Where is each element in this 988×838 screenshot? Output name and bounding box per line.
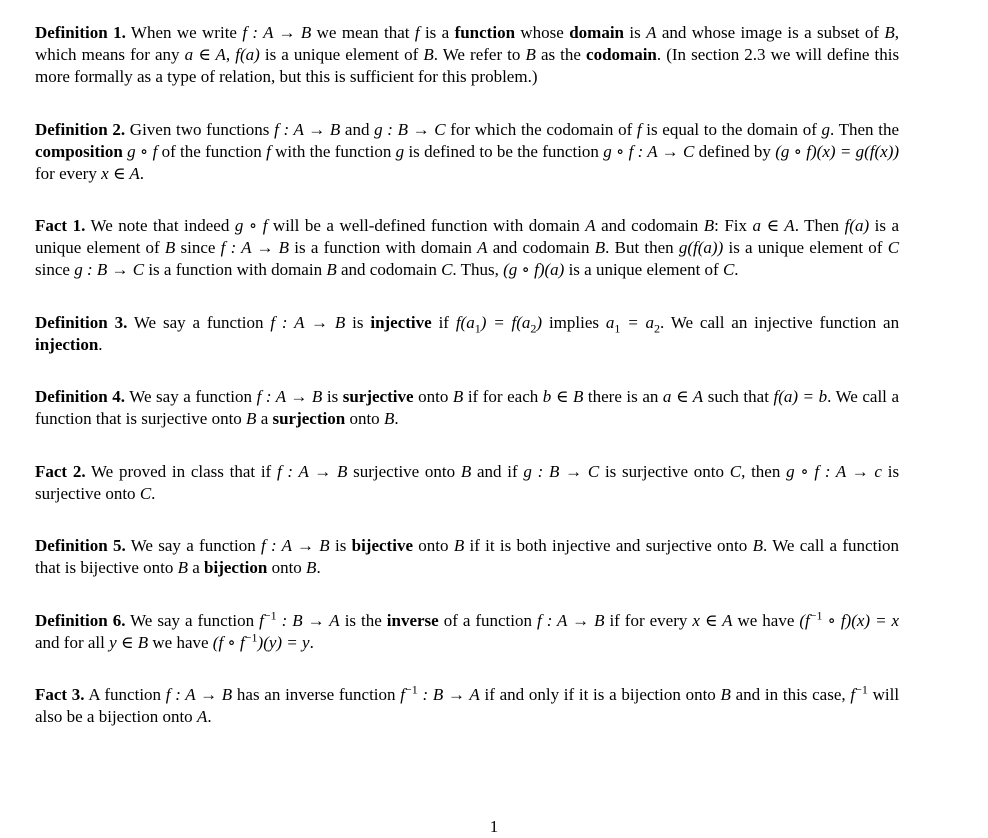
text: is a unique element of xyxy=(264,45,419,64)
math-injective-conclusion xyxy=(605,312,661,335)
math-part: f(a xyxy=(455,312,475,332)
text: . xyxy=(151,483,156,503)
keyword: bijective xyxy=(351,536,413,555)
text: defined by xyxy=(698,141,771,161)
text: and codomain xyxy=(492,238,590,257)
math: B xyxy=(720,685,731,704)
text: has an inverse function xyxy=(236,685,396,704)
text: : Fix xyxy=(714,216,748,235)
text: if for each xyxy=(467,387,539,406)
text: implies xyxy=(548,312,600,332)
fact-2 xyxy=(35,461,899,505)
document-page xyxy=(35,22,899,759)
math-part: ) = f(a xyxy=(480,312,531,332)
block-label: Fact 3. xyxy=(35,685,85,704)
text: if xyxy=(438,312,449,332)
text: and codomain xyxy=(601,216,699,235)
math: f(a) xyxy=(844,216,870,235)
text: is xyxy=(629,23,641,42)
math-inverse-signature xyxy=(400,682,480,704)
math: A xyxy=(585,216,596,235)
math: f : A → B xyxy=(220,238,290,257)
text: and whose image is a subset of xyxy=(661,23,880,42)
math-part: a xyxy=(605,312,615,332)
text: is a unique element of xyxy=(728,238,883,257)
text: , which means for any xyxy=(35,23,900,64)
text: We proved in class that if xyxy=(91,461,272,481)
superscript: −1 xyxy=(263,607,277,622)
text: We say a function xyxy=(130,610,255,630)
math: f : A → B xyxy=(274,119,341,139)
text: onto xyxy=(349,409,380,428)
text: of the function xyxy=(161,141,262,161)
block-label: Fact 1. xyxy=(35,216,86,235)
text: onto xyxy=(271,558,302,577)
math: f : A → B xyxy=(276,461,348,481)
text: is xyxy=(334,536,347,555)
definition-3 xyxy=(35,312,899,356)
text: . We call an injective function an xyxy=(660,312,900,332)
text: . (In section 2.3 we will define this more formally as a type of relation, but this is sufficient for this problem.) xyxy=(35,45,900,86)
text: since xyxy=(180,238,216,257)
math-part: : B → A xyxy=(276,610,340,630)
math: x ∈ A xyxy=(101,163,140,183)
keyword: codomain xyxy=(586,45,657,64)
math: B xyxy=(460,461,472,481)
math: f xyxy=(636,119,642,139)
math: a ∈ A xyxy=(662,387,704,406)
text: we have xyxy=(152,632,209,652)
superscript: −1 xyxy=(244,629,258,644)
text: When we write xyxy=(130,23,237,42)
text: we mean that xyxy=(316,23,410,42)
math: f(a) xyxy=(235,45,260,64)
text: is a function with domain xyxy=(294,238,472,257)
text: will be a well-defined function with domain xyxy=(272,216,580,235)
math: C xyxy=(887,238,900,257)
keyword: function xyxy=(454,23,516,42)
text: . Then the xyxy=(830,119,899,139)
text: and for all xyxy=(35,632,105,652)
fact-1 xyxy=(35,215,899,281)
text: . xyxy=(734,260,739,279)
text: since xyxy=(35,260,70,279)
text: for every xyxy=(35,163,97,183)
text: and codomain xyxy=(340,260,437,279)
text: if it is both injective and surjective onto xyxy=(469,536,748,555)
math-part: f xyxy=(259,610,264,630)
text: . xyxy=(98,334,103,354)
text: is surjective onto xyxy=(35,461,900,503)
math-inverse xyxy=(850,682,868,704)
math: g : B → C xyxy=(523,461,600,481)
math: A xyxy=(477,238,488,257)
math: B xyxy=(306,558,317,577)
text: is a xyxy=(424,23,450,42)
math: B xyxy=(525,45,536,64)
math-part: (f xyxy=(799,610,810,630)
math: f(a) = b xyxy=(773,387,828,406)
math: f xyxy=(414,23,420,42)
text: . xyxy=(309,632,314,652)
math: B xyxy=(326,260,337,279)
math: B xyxy=(884,23,895,42)
keyword: domain xyxy=(569,23,624,42)
math: g ∘ f xyxy=(127,141,158,161)
text: a xyxy=(260,409,269,428)
math: f : A → B xyxy=(261,536,330,555)
text: is a unique element of xyxy=(35,216,899,257)
math: B xyxy=(703,216,715,235)
math-inverse-signature xyxy=(259,607,340,630)
text: is a function with domain xyxy=(148,260,323,279)
text: onto xyxy=(418,536,449,555)
math: B xyxy=(594,238,606,257)
math: a ∈ A xyxy=(752,216,795,235)
block-label: Definition 3. xyxy=(35,312,128,332)
text: Given two functions xyxy=(129,119,270,139)
math: f : A → B xyxy=(270,312,346,332)
text: . xyxy=(316,558,321,577)
text: is xyxy=(352,312,364,332)
definition-4 xyxy=(35,386,899,430)
subscript: 2 xyxy=(654,320,661,335)
text: whose xyxy=(520,23,564,42)
superscript: −1 xyxy=(809,607,823,622)
text: We say a function xyxy=(130,536,256,555)
math: x ∈ A xyxy=(692,610,733,630)
math: B xyxy=(383,409,395,428)
math: B xyxy=(423,45,434,64)
math-part: f xyxy=(400,685,405,704)
definition-1 xyxy=(35,22,899,88)
math: f : A → B xyxy=(242,23,312,42)
text: there is an xyxy=(587,387,659,406)
math: B xyxy=(752,536,763,555)
text: we have xyxy=(737,610,795,630)
subscript: 1 xyxy=(614,320,621,335)
block-label: Definition 1. xyxy=(35,23,126,42)
subscript: 2 xyxy=(530,320,537,335)
math: A xyxy=(196,707,208,726)
math: g ∘ f : A → C xyxy=(603,141,695,161)
subscript: 1 xyxy=(474,320,481,335)
math-part: ) xyxy=(536,312,543,332)
math-part: (f ∘ f xyxy=(212,632,245,652)
text: is xyxy=(326,387,339,406)
text: is defined to be the function xyxy=(408,141,599,161)
text: a xyxy=(192,558,200,577)
math: B xyxy=(246,409,257,428)
math: B xyxy=(452,387,464,406)
text: . Then xyxy=(794,216,840,235)
definition-6 xyxy=(35,607,900,654)
text: surjective onto xyxy=(353,461,456,481)
block-label: Definition 2. xyxy=(35,119,126,139)
math-part: f xyxy=(850,685,856,704)
text: . xyxy=(394,409,399,428)
math: f : A → B xyxy=(256,387,323,406)
math: C xyxy=(139,483,152,503)
keyword: surjective xyxy=(342,387,414,406)
math-part: )(y) = y xyxy=(257,632,310,652)
block-label: Definition 4. xyxy=(35,387,126,406)
text: We say a function xyxy=(133,312,264,332)
math: f xyxy=(266,141,271,161)
text: and in this case, xyxy=(735,685,846,704)
text: will also be a bijection onto xyxy=(35,685,900,726)
text: We say a function xyxy=(129,387,253,406)
math: g(f(a)) xyxy=(678,238,724,257)
math-part: : B → A xyxy=(417,685,480,704)
math: B xyxy=(453,536,465,555)
math: g ∘ f : A → c xyxy=(786,461,882,481)
text: is surjective onto xyxy=(604,461,725,481)
block-label: Definition 6. xyxy=(35,610,126,630)
definition-2 xyxy=(35,119,899,185)
text: . Thus, xyxy=(452,260,499,279)
definition-5 xyxy=(35,535,899,579)
text: is the xyxy=(344,610,382,630)
text: for which the codomain of xyxy=(450,119,633,139)
text: and if xyxy=(477,461,518,481)
text: is equal to the domain of xyxy=(646,119,817,139)
text: is a unique element of xyxy=(568,260,719,279)
math: (g ∘ f)(x) = g(f(x)) xyxy=(775,141,900,161)
math: g xyxy=(395,141,405,161)
math: g ∘ f xyxy=(234,216,268,235)
text: . We refer to xyxy=(433,45,521,64)
block-label: Definition 5. xyxy=(35,536,126,555)
page-number: 1 xyxy=(489,817,499,836)
text: . xyxy=(139,163,145,183)
text: . But then xyxy=(605,238,674,257)
math: C xyxy=(729,461,742,481)
text: , then xyxy=(741,461,781,481)
math: C xyxy=(441,260,453,279)
math: b ∈ B xyxy=(542,387,584,406)
keyword: surjection xyxy=(272,409,346,428)
math: g xyxy=(821,119,831,139)
text: of a function xyxy=(443,610,533,630)
math-right-inverse xyxy=(212,629,310,652)
text: and xyxy=(344,119,370,139)
text: such that xyxy=(707,387,769,406)
text: onto xyxy=(418,387,449,406)
math: a ∈ A xyxy=(184,45,226,64)
text: . We call a function that is bijective onto xyxy=(35,536,900,577)
keyword: inverse xyxy=(386,610,439,630)
superscript: −1 xyxy=(855,682,868,697)
math: B xyxy=(177,558,188,577)
text: . We call a function that is surjective onto xyxy=(35,387,899,428)
math: (g ∘ f)(a) xyxy=(503,260,565,279)
math: f : A → B xyxy=(165,685,233,704)
keyword: composition xyxy=(35,141,123,161)
superscript: −1 xyxy=(404,682,418,697)
fact-3 xyxy=(35,684,899,728)
block-label: Fact 2. xyxy=(35,461,86,481)
keyword: injective xyxy=(370,312,432,332)
math: B xyxy=(164,238,176,257)
text: if for every xyxy=(609,610,688,630)
math-injective-hypothesis xyxy=(455,312,543,335)
math: C xyxy=(722,260,735,279)
text: . xyxy=(207,707,212,726)
math: f : A → B xyxy=(537,610,605,630)
math: y ∈ B xyxy=(109,632,149,652)
math: g : B → C xyxy=(74,260,145,279)
math: A xyxy=(646,23,657,42)
math-part: = a xyxy=(620,312,655,332)
text: as the xyxy=(540,45,581,64)
math-part: ∘ f)(x) = x xyxy=(822,610,900,630)
math: g : B → C xyxy=(374,119,446,139)
keyword: injection xyxy=(35,334,99,354)
keyword: bijection xyxy=(204,558,268,577)
math-left-inverse xyxy=(799,607,900,630)
text: with the function xyxy=(275,141,392,161)
text: We note that indeed xyxy=(90,216,230,235)
text: , xyxy=(225,45,231,64)
text: A function xyxy=(88,685,162,704)
text: if and only if it is a bijection onto xyxy=(484,685,716,704)
